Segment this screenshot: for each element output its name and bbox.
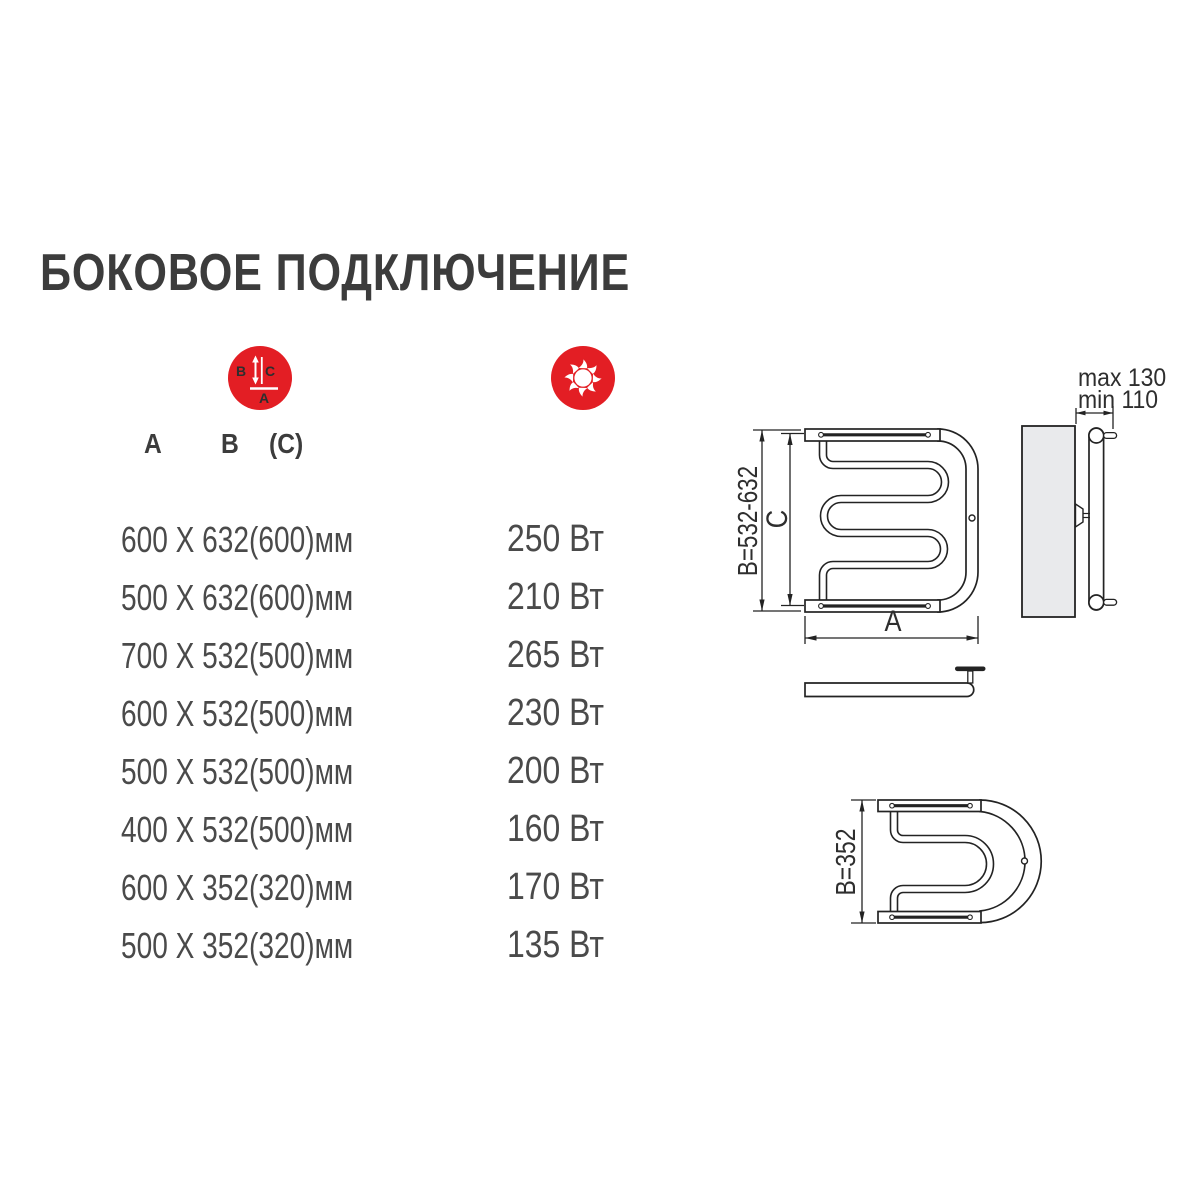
power-value: 170 Вт	[507, 866, 604, 908]
table-row	[0, 519, 720, 563]
power-value: 200 Вт	[507, 750, 604, 792]
page-title: БОКОВОЕ ПОДКЛЮЧЕНИЕ	[40, 244, 631, 302]
column-header-a: A	[144, 428, 162, 459]
size-value: 600 X 532(500)мм	[121, 693, 354, 734]
power-value: 135 Вт	[507, 924, 604, 966]
table-row	[0, 635, 720, 679]
table-row	[0, 925, 720, 969]
size-value: 700 X 532(500)мм	[121, 635, 354, 676]
power-value: 265 Вт	[507, 634, 604, 676]
dimension-a-front-label: A	[884, 604, 902, 638]
size-value: 600 X 352(320)мм	[121, 867, 354, 908]
dimension-b-small-label: B=352	[830, 828, 862, 896]
mount-min-label: min 110	[1078, 386, 1159, 415]
dimensions-legend-icon	[228, 346, 292, 410]
power-value: 210 Вт	[507, 576, 604, 618]
table-row	[0, 809, 720, 853]
column-header-c: (C)	[269, 428, 304, 459]
table-row	[0, 751, 720, 795]
size-value: 500 X 632(600)мм	[121, 577, 354, 618]
size-value: 600 X 632(600)мм	[121, 519, 354, 560]
towel-rail-drawing	[720, 350, 1200, 970]
power-legend-icon	[551, 346, 615, 410]
dimension-c-front-label: C	[760, 509, 794, 529]
size-value: 500 X 352(320)мм	[121, 925, 354, 966]
icon-label-a: A	[258, 390, 270, 406]
dimension-b-front-label: B=532-632	[732, 465, 764, 577]
icon-label-b: B	[235, 363, 247, 379]
table-row	[0, 867, 720, 911]
small-rail-view	[878, 800, 1041, 923]
power-value: 250 Вт	[507, 518, 604, 560]
column-header-b: B	[221, 428, 239, 459]
icon-label-c: C	[264, 363, 276, 379]
mount-max-label: max 130	[1078, 364, 1167, 393]
front-view	[805, 429, 978, 612]
sun-icon	[551, 346, 615, 410]
side-view	[1022, 426, 1117, 617]
power-value: 230 Вт	[507, 692, 604, 734]
top-view	[805, 667, 986, 697]
table-row	[0, 693, 720, 737]
wall	[1022, 426, 1075, 617]
power-value: 160 Вт	[507, 808, 604, 850]
size-value: 400 X 532(500)мм	[121, 809, 354, 850]
technical-drawing	[720, 350, 1200, 970]
table-row	[0, 577, 720, 621]
size-value: 500 X 532(500)мм	[121, 751, 354, 792]
dimensions-icon	[228, 346, 292, 410]
